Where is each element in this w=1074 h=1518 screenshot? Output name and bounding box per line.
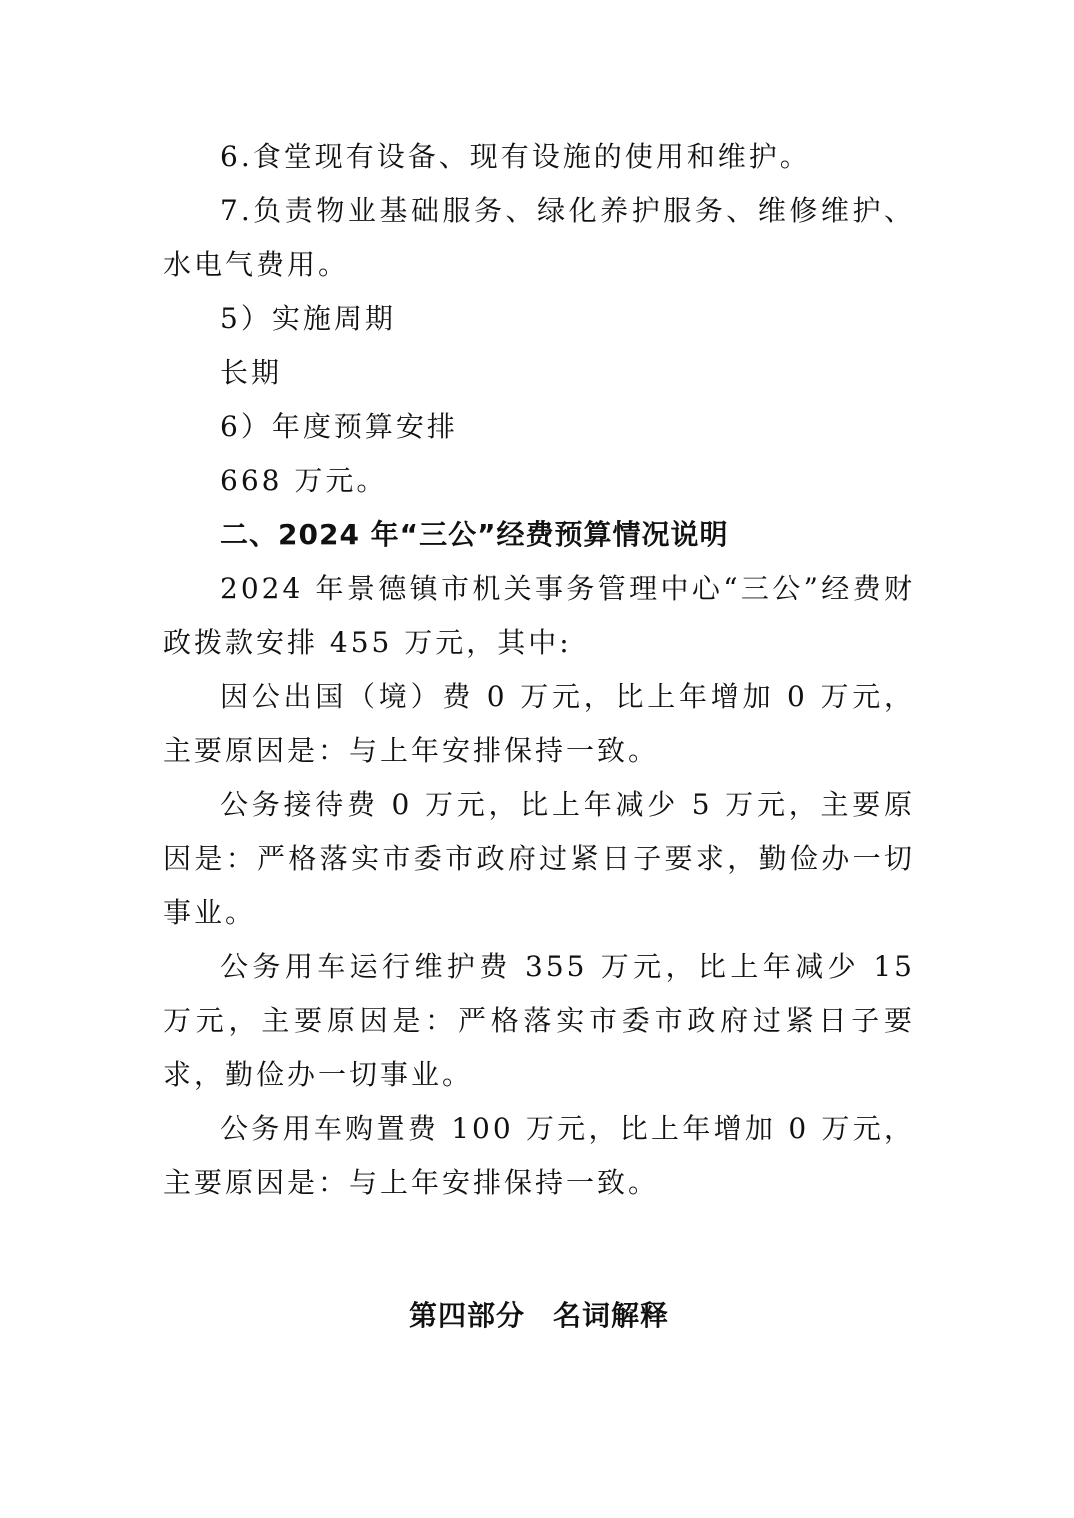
paragraph-vehicle-purchase: 公务用车购置费 100 万元，比上年增加 0 万元，主要原因是：与上年安排保持一致。 [163, 1112, 915, 1199]
part-title [163, 1289, 915, 1343]
paragraph-vehicle-maintenance: 公务用车运行维护费 355 万元，比上年减少 15 万元，主要原因是：严格落实市委市政府过紧日子要求，勤俭办一切事业。 [163, 950, 915, 1091]
part-name: 名词解释 [553, 1299, 670, 1332]
paragraph-property-services: 7.负责物业基础服务、绿化养护服务、维修维护、水电气费用。 [163, 194, 915, 281]
paragraph-implementation-period-label: 5）实施周期 [220, 302, 396, 335]
paragraph-canteen-equipment: 6.食堂现有设备、现有设施的使用和维护。 [220, 140, 811, 173]
paragraph-annual-budget-value: 668 万元。 [220, 464, 388, 497]
paragraph-implementation-period-value: 长期 [220, 356, 283, 389]
part-number: 第四部分 [408, 1299, 525, 1332]
paragraph-annual-budget-label: 6）年度预算安排 [220, 410, 458, 443]
paragraph-three-public-total: 2024 年景德镇市机关事务管理中心“三公”经费财政拨款安排 455 万元，其中: [163, 572, 915, 659]
paragraph-official-reception: 公务接待费 0 万元，比上年减少 5 万元，主要原因是：严格落实市委市政府过紧日子要求，勤俭办一切事业。 [163, 788, 915, 929]
paragraph-overseas-travel: 因公出国（境）费 0 万元，比上年增加 0 万元，主要原因是：与上年安排保持一致。 [163, 680, 915, 767]
section-heading-three-public-expenses: 二、2024 年“三公”经费预算情况说明 [220, 518, 729, 551]
document-page [163, 130, 915, 1343]
